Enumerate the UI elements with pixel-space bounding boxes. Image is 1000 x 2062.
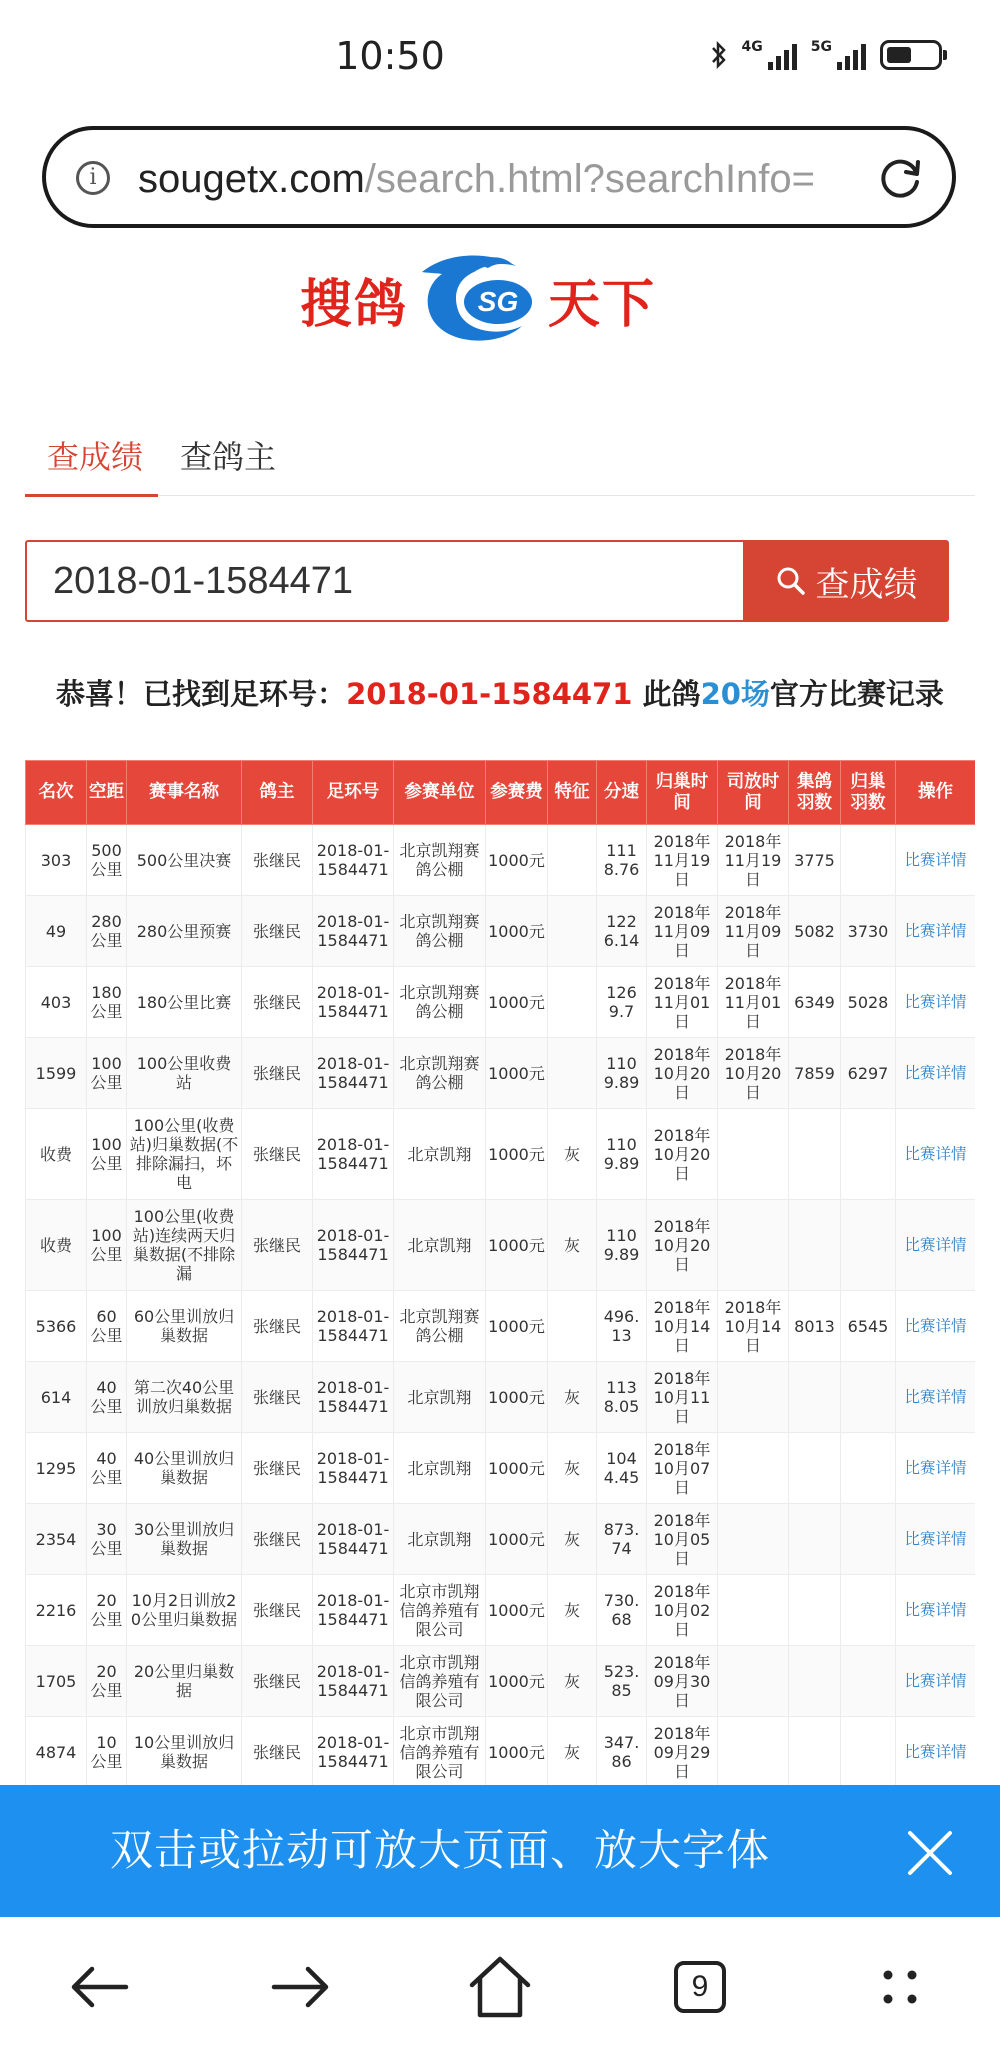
table-cell: 灰 [548, 1504, 597, 1575]
race-details-link[interactable]: 比赛详情 [896, 1109, 976, 1200]
table-cell: 1000元 [486, 1575, 548, 1646]
table-cell: 1269.7 [597, 967, 647, 1038]
table-cell: 280公里预赛 [127, 896, 242, 967]
address-bar[interactable] [42, 126, 956, 228]
table-cell: 张继民 [242, 1504, 313, 1575]
table-cell: 北京凯翔 [394, 1362, 486, 1433]
pigeon-logo-icon [412, 252, 544, 347]
logo-text-left: 搜鸽 [300, 275, 409, 335]
table-cell: 北京凯翔赛鸽公棚 [394, 825, 486, 896]
race-details-link[interactable]: 比赛详情 [896, 1038, 976, 1109]
table-cell: 873.74 [597, 1504, 647, 1575]
table-cell: 2018-01-1584471 [313, 1362, 394, 1433]
menu-dots-icon[interactable] [860, 1947, 940, 2027]
table-cell: 北京市凯翔信鸽养殖有限公司 [394, 1646, 486, 1717]
column-header: 集鸽羽数 [789, 761, 841, 825]
result-middle: 此鸽 [632, 677, 701, 711]
table-cell: 2018-01-1584471 [313, 1504, 394, 1575]
table-cell [841, 1575, 896, 1646]
column-header: 操作 [896, 761, 976, 825]
table-cell: 614 [26, 1362, 87, 1433]
table-cell [841, 1200, 896, 1291]
tab-switcher-button[interactable] [660, 1947, 740, 2027]
table-cell: 100公里 [87, 1109, 127, 1200]
race-details-link[interactable]: 比赛详情 [896, 1291, 976, 1362]
table-cell: 40公里训放归巢数据 [127, 1433, 242, 1504]
table-cell [841, 1504, 896, 1575]
table-row [26, 1291, 976, 1362]
table-cell: 1000元 [486, 1504, 548, 1575]
table-cell: 2018年09月30日 [647, 1646, 718, 1717]
table-cell: 北京凯翔 [394, 1200, 486, 1291]
table-cell: 1044.45 [597, 1433, 647, 1504]
table-cell: 60公里 [87, 1291, 127, 1362]
race-records-table-container[interactable] [25, 760, 975, 1790]
table-cell: 30公里训放归巢数据 [127, 1504, 242, 1575]
table-cell [548, 896, 597, 967]
network-2-label: 5G [810, 39, 832, 55]
table-cell: 1000元 [486, 825, 548, 896]
table-cell: 2018年10月11日 [647, 1362, 718, 1433]
bluetooth-icon [710, 40, 728, 70]
table-row [26, 1200, 976, 1291]
zoom-hint-banner[interactable] [0, 1785, 1000, 1917]
table-cell: 张继民 [242, 1200, 313, 1291]
race-details-link[interactable]: 比赛详情 [896, 1433, 976, 1504]
active-tab-indicator [25, 494, 158, 497]
result-prefix: 恭喜！已找到足环号： [56, 677, 347, 711]
table-cell: 2018年10月20日 [647, 1038, 718, 1109]
table-cell: 2018年10月20日 [718, 1038, 789, 1109]
table-cell: 张继民 [242, 1362, 313, 1433]
table-cell: 2018年10月14日 [647, 1291, 718, 1362]
table-cell: 3730 [841, 896, 896, 967]
table-cell: 6545 [841, 1291, 896, 1362]
table-cell: 10月2日训放20公里归巢数据 [127, 1575, 242, 1646]
table-cell [841, 1109, 896, 1200]
table-cell: 2018-01-1584471 [313, 1291, 394, 1362]
table-cell: 500公里 [87, 825, 127, 896]
table-cell: 10公里 [87, 1717, 127, 1788]
table-cell: 1109.89 [597, 1109, 647, 1200]
tab-search-results[interactable]: 查成绩 [47, 438, 144, 476]
result-ring-number: 2018-01-1584471 [346, 677, 633, 711]
table-cell: 180公里 [87, 967, 127, 1038]
table-cell: 280公里 [87, 896, 127, 967]
table-cell: 100公里(收费站)归巢数据(不排除漏扫，坏电 [127, 1109, 242, 1200]
table-row [26, 1646, 976, 1717]
table-cell: 2018年11月19日 [718, 825, 789, 896]
table-row [26, 825, 976, 896]
close-icon[interactable] [906, 1829, 954, 1877]
table-cell: 1000元 [486, 1717, 548, 1788]
search-icon [776, 566, 806, 596]
table-cell: 20公里归巢数据 [127, 1646, 242, 1717]
table-cell: 1000元 [486, 967, 548, 1038]
table-cell: 2018-01-1584471 [313, 1433, 394, 1504]
table-header-row [26, 761, 976, 825]
table-cell: 496.13 [597, 1291, 647, 1362]
table-cell: 100公里 [87, 1200, 127, 1291]
table-cell: 收费 [26, 1109, 87, 1200]
table-cell: 347.86 [597, 1717, 647, 1788]
table-cell: 张继民 [242, 1038, 313, 1109]
race-details-link[interactable]: 比赛详情 [896, 825, 976, 896]
table-cell: 1295 [26, 1433, 87, 1504]
race-details-link[interactable]: 比赛详情 [896, 1717, 976, 1788]
race-details-link[interactable]: 比赛详情 [896, 967, 976, 1038]
table-cell: 100公里(收费站)连续两天归巢数据(不排除漏 [127, 1200, 242, 1291]
table-cell: 2018年11月09日 [718, 896, 789, 967]
url-text[interactable] [138, 156, 878, 202]
table-cell: 1109.89 [597, 1038, 647, 1109]
table-cell: 1000元 [486, 896, 548, 967]
table-cell: 60公里训放归巢数据 [127, 1291, 242, 1362]
table-cell [718, 1504, 789, 1575]
column-header: 归巢时间 [647, 761, 718, 825]
table-cell: 2018-01-1584471 [313, 1717, 394, 1788]
table-cell: 2018-01-1584471 [313, 1038, 394, 1109]
table-cell: 张继民 [242, 1109, 313, 1200]
table-cell: 2018-01-1584471 [313, 1646, 394, 1717]
table-cell: 北京凯翔 [394, 1433, 486, 1504]
table-cell: 10公里训放归巢数据 [127, 1717, 242, 1788]
race-details-link[interactable]: 比赛详情 [896, 1646, 976, 1717]
table-cell: 2018-01-1584471 [313, 1200, 394, 1291]
table-cell: 5028 [841, 967, 896, 1038]
table-cell: 灰 [548, 1200, 597, 1291]
table-cell [789, 1575, 841, 1646]
table-cell: 北京凯翔 [394, 1504, 486, 1575]
table-cell: 灰 [548, 1362, 597, 1433]
table-cell: 1000元 [486, 1362, 548, 1433]
table-cell [841, 825, 896, 896]
column-header: 足环号 [313, 761, 394, 825]
table-cell: 2018年09月29日 [647, 1717, 718, 1788]
table-cell [718, 1717, 789, 1788]
table-cell: 北京凯翔赛鸽公棚 [394, 967, 486, 1038]
column-header: 特征 [548, 761, 597, 825]
table-cell: 5082 [789, 896, 841, 967]
table-cell: 灰 [548, 1717, 597, 1788]
table-cell: 张继民 [242, 967, 313, 1038]
url-domain: sougetx.com [138, 157, 365, 201]
table-cell [718, 1646, 789, 1717]
column-header: 空距 [87, 761, 127, 825]
race-details-link[interactable]: 比赛详情 [896, 1362, 976, 1433]
table-cell: 403 [26, 967, 87, 1038]
result-count: 20场 [700, 677, 770, 711]
table-cell: 北京市凯翔信鸽养殖有限公司 [394, 1575, 486, 1646]
table-cell: 2018年10月14日 [718, 1291, 789, 1362]
column-header: 归巢羽数 [841, 761, 896, 825]
table-cell: 张继民 [242, 1575, 313, 1646]
table-cell [841, 1646, 896, 1717]
column-header: 鸽主 [242, 761, 313, 825]
table-cell: 2018年10月20日 [647, 1109, 718, 1200]
info-icon[interactable]: i [76, 161, 110, 195]
column-header: 名次 [26, 761, 87, 825]
table-cell: 1226.14 [597, 896, 647, 967]
table-cell [789, 1433, 841, 1504]
table-row [26, 1109, 976, 1200]
table-cell: 303 [26, 825, 87, 896]
table-cell: 100公里 [87, 1038, 127, 1109]
table-cell [548, 967, 597, 1038]
status-time: 10:50 [335, 34, 445, 78]
table-cell: 北京凯翔赛鸽公棚 [394, 1038, 486, 1109]
column-header: 参赛费 [486, 761, 548, 825]
table-cell: 1000元 [486, 1433, 548, 1504]
table-cell [718, 1200, 789, 1291]
table-cell: 40公里 [87, 1433, 127, 1504]
table-cell: 1599 [26, 1038, 87, 1109]
table-cell: 3775 [789, 825, 841, 896]
table-cell: 收费 [26, 1200, 87, 1291]
table-cell: 第二次40公里训放归巢数据 [127, 1362, 242, 1433]
forward-arrow-icon[interactable] [260, 1947, 340, 2027]
table-cell: 2018-01-1584471 [313, 1575, 394, 1646]
table-cell: 2018-01-1584471 [313, 967, 394, 1038]
table-cell: 1000元 [486, 1291, 548, 1362]
browser-bottom-nav [0, 1917, 1000, 2062]
table-cell [548, 825, 597, 896]
table-cell: 2018年11月19日 [647, 825, 718, 896]
table-cell: 2354 [26, 1504, 87, 1575]
table-cell: 灰 [548, 1433, 597, 1504]
race-details-link[interactable]: 比赛详情 [896, 1575, 976, 1646]
table-cell: 北京凯翔赛鸽公棚 [394, 1291, 486, 1362]
table-cell: 灰 [548, 1109, 597, 1200]
table-cell: 7859 [789, 1038, 841, 1109]
table-cell [789, 1646, 841, 1717]
table-cell: 张继民 [242, 1717, 313, 1788]
table-cell: 2018年10月05日 [647, 1504, 718, 1575]
table-cell [841, 1433, 896, 1504]
table-cell: 523.85 [597, 1646, 647, 1717]
table-row [26, 1433, 976, 1504]
race-details-link[interactable]: 比赛详情 [896, 1200, 976, 1291]
column-header: 司放时间 [718, 761, 789, 825]
column-header: 赛事名称 [127, 761, 242, 825]
table-cell [718, 1362, 789, 1433]
table-cell [841, 1362, 896, 1433]
table-cell: 730.68 [597, 1575, 647, 1646]
reload-icon[interactable] [874, 152, 926, 204]
table-cell [789, 1717, 841, 1788]
table-cell: 2018年10月07日 [647, 1433, 718, 1504]
tab-count: 9 [674, 1961, 726, 2013]
table-cell: 30公里 [87, 1504, 127, 1575]
table-cell: 8013 [789, 1291, 841, 1362]
table-row [26, 1038, 976, 1109]
table-cell: 1000元 [486, 1646, 548, 1717]
table-cell: 4874 [26, 1717, 87, 1788]
table-cell: 500公里决赛 [127, 825, 242, 896]
table-cell [718, 1433, 789, 1504]
table-cell: 1138.05 [597, 1362, 647, 1433]
table-cell [718, 1109, 789, 1200]
site-logo[interactable] [300, 252, 700, 347]
race-records-table [25, 760, 975, 1788]
table-cell: 180公里比赛 [127, 967, 242, 1038]
signal-5g-icon [811, 40, 866, 70]
table-cell: 2018-01-1584471 [313, 1109, 394, 1200]
network-1-label: 4G [741, 39, 763, 55]
banner-text: 双击或拉动可放大页面、放大字体 [110, 1826, 770, 1876]
table-cell: 北京凯翔 [394, 1109, 486, 1200]
table-cell: 2018年10月02日 [647, 1575, 718, 1646]
table-cell: 北京市凯翔信鸽养殖有限公司 [394, 1717, 486, 1788]
column-header: 参赛单位 [394, 761, 486, 825]
url-path: /search.html?searchInfo= [364, 157, 816, 201]
table-row [26, 1362, 976, 1433]
tab-search-owner[interactable]: 查鸽主 [180, 438, 277, 476]
table-cell [548, 1038, 597, 1109]
back-arrow-icon[interactable] [60, 1947, 140, 2027]
table-cell: 6297 [841, 1038, 896, 1109]
search-button-label: 查成绩 [815, 564, 918, 605]
home-icon[interactable] [460, 1947, 540, 2027]
table-cell: 2018年11月01日 [718, 967, 789, 1038]
table-cell: 1118.76 [597, 825, 647, 896]
table-cell: 49 [26, 896, 87, 967]
result-suffix: 官方比赛记录 [769, 677, 944, 711]
table-cell: 2018年11月09日 [647, 896, 718, 967]
table-row [26, 967, 976, 1038]
table-row [26, 896, 976, 967]
table-cell: 1705 [26, 1646, 87, 1717]
table-cell: 2018年11月01日 [647, 967, 718, 1038]
table-cell: 1000元 [486, 1200, 548, 1291]
table-cell: 1000元 [486, 1109, 548, 1200]
ring-number-input[interactable]: 2018-01-1584471 [25, 540, 745, 622]
table-cell: 灰 [548, 1575, 597, 1646]
race-details-link[interactable]: 比赛详情 [896, 1504, 976, 1575]
status-bar [0, 0, 1000, 118]
table-cell [789, 1200, 841, 1291]
column-header: 分速 [597, 761, 647, 825]
table-cell: 灰 [548, 1646, 597, 1717]
table-cell: 5366 [26, 1291, 87, 1362]
logo-text-right: 天下 [548, 275, 657, 335]
table-cell: 20公里 [87, 1646, 127, 1717]
table-cell: 2018-01-1584471 [313, 896, 394, 967]
table-cell: 40公里 [87, 1362, 127, 1433]
logo-emblem-text: SG [477, 286, 519, 317]
table-cell: 张继民 [242, 825, 313, 896]
table-cell: 2018年10月20日 [647, 1200, 718, 1291]
table-cell: 2216 [26, 1575, 87, 1646]
table-cell [789, 1504, 841, 1575]
table-cell: 张继民 [242, 1646, 313, 1717]
table-cell [548, 1291, 597, 1362]
table-cell [841, 1717, 896, 1788]
table-cell: 100公里收费站 [127, 1038, 242, 1109]
status-icons [710, 40, 942, 70]
table-row [26, 1717, 976, 1788]
result-summary [0, 672, 1000, 713]
table-cell: 张继民 [242, 896, 313, 967]
table-cell [718, 1575, 789, 1646]
table-cell: 张继民 [242, 1291, 313, 1362]
table-cell [789, 1109, 841, 1200]
table-cell: 2018-01-1584471 [313, 825, 394, 896]
table-cell: 1109.89 [597, 1200, 647, 1291]
table-cell [789, 1362, 841, 1433]
battery-icon [880, 40, 942, 70]
table-cell: 1000元 [486, 1038, 548, 1109]
table-cell: 张继民 [242, 1433, 313, 1504]
table-cell: 20公里 [87, 1575, 127, 1646]
search-button[interactable] [744, 540, 949, 622]
signal-4g-icon [742, 40, 797, 70]
table-row [26, 1575, 976, 1646]
table-body [26, 825, 976, 1788]
table-row [26, 1504, 976, 1575]
table-cell: 北京凯翔赛鸽公棚 [394, 896, 486, 967]
search-tabs [25, 420, 975, 496]
table-cell: 6349 [789, 967, 841, 1038]
race-details-link[interactable]: 比赛详情 [896, 896, 976, 967]
